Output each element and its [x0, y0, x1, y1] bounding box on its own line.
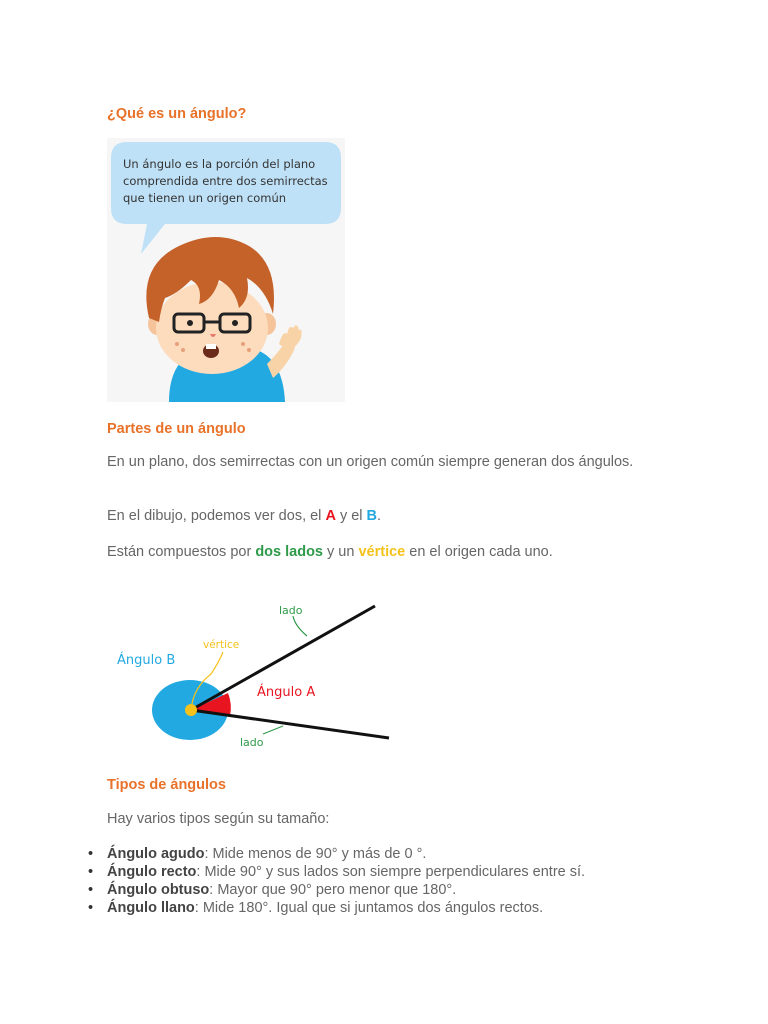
type-name: Ángulo obtuso [107, 882, 210, 898]
p3-prefix: Están compuestos por [107, 544, 256, 560]
label-angulo-b: Ángulo B [117, 653, 176, 668]
heading-parts-of-angle: Partes de un ángulo [107, 421, 246, 437]
vertex-term: vértice [358, 544, 406, 560]
speech-line-3: que tienen un origen común [123, 191, 287, 205]
list-item [88, 845, 708, 863]
p3-mid: y un [323, 544, 359, 560]
bullet-icon: • [88, 846, 94, 862]
p3-suffix: en el origen cada uno. [405, 544, 553, 560]
type-name: Ángulo llano [107, 900, 195, 916]
types-intro: Hay varios tipos según su tamaño: [107, 811, 330, 827]
heading-types-of-angles: Tipos de ángulos [107, 777, 226, 793]
boy-speech-illustration [107, 138, 345, 402]
bullet-icon: • [88, 864, 94, 880]
label-lado-bottom: lado [240, 736, 264, 749]
type-desc: : Mide 90° y sus lados son siempre perpendiculares entre sí. [196, 864, 586, 880]
bullet-icon: • [88, 882, 94, 898]
type-desc: : Mayor que 90° pero menor que 180°. [209, 882, 457, 898]
label-angulo-a: Ángulo A [257, 685, 316, 700]
angle-parts-diagram [107, 592, 397, 754]
label-lado-top: lado [279, 604, 303, 617]
angle-b-label: B [366, 508, 378, 524]
parts-paragraph-2 [107, 507, 647, 525]
list-item [88, 899, 708, 917]
heading-what-is-angle: ¿Qué es un ángulo? [107, 106, 247, 122]
p2-prefix: En el dibujo, podemos ver dos, el [107, 508, 326, 524]
bullet-icon: • [88, 900, 94, 916]
p2-suffix: . [377, 508, 382, 524]
p2-mid: y el [335, 508, 367, 524]
type-desc: : Mide menos de 90° y más de 0 °. [204, 846, 427, 862]
type-name: Ángulo recto [107, 864, 197, 880]
label-vertice: vértice [203, 639, 240, 651]
angle-types-list [88, 845, 708, 917]
parts-paragraph-3 [107, 543, 647, 561]
list-item [88, 881, 708, 899]
type-name: Ángulo agudo [107, 846, 205, 862]
sides-term: dos lados [255, 544, 323, 560]
speech-line-1: Un ángulo es la porción del plano [123, 157, 316, 171]
list-item [88, 863, 708, 881]
angle-a-label: A [325, 508, 336, 524]
type-desc: : Mide 180°. Igual que si juntamos dos ángulos rectos. [194, 900, 544, 916]
parts-paragraph-1: En un plano, dos semirrectas con un origen común siempre generan dos ángulos. [107, 454, 634, 470]
speech-line-2: comprendida entre dos semirrectas [123, 174, 328, 188]
